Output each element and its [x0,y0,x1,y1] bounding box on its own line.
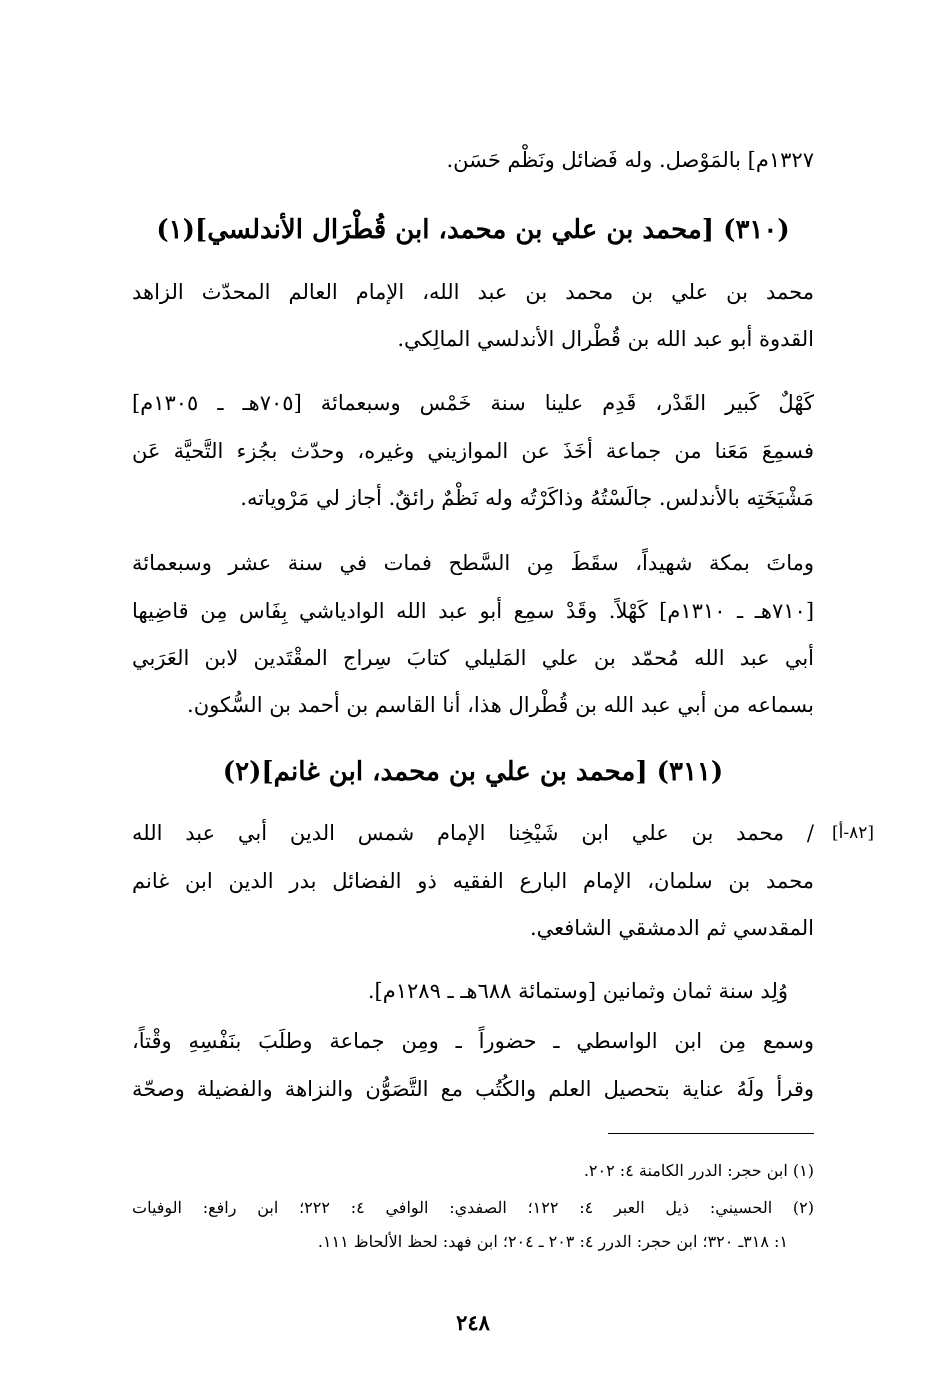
footnote-1: (١) ابن حجر: الدرر الكامنة ٤: ٢٠٢. [583,1161,814,1180]
entry-311-line-6: وقرأ ولَهُ عناية بتحصيل العلم والكُتُب مع التَّصَوُّن والنزاهة والفضيلة وصحّة [132,1077,814,1101]
entry-310-line-1: محمد بن علي بن محمد بن عبد الله، الإمام العالم المحدّث الزاهد [132,280,814,304]
entry-310-line-8: أبي عبد الله مُحمّد بن علي المَليلي كتابَ سِراج المقْتَدين لابن العَرَبي [132,646,814,670]
entry-310-heading: (٣١٠) [محمد بن علي بن محمد، ابن قُطْرَال الأندلسي](١) [156,215,790,245]
entry-310-line-7: [٧١٠هـ ـ ١٣١٠م] كَهْلاً. وقَدْ سمِع أبو عبد الله الوادياشي بِفَاس مِن قاضِيها [132,599,814,623]
entry-310-line-5: مَشْيَخَتِه بالأندلس. جالَسْتُهُ وذاكَرْتُه وله نَظْمٌ رائقٌ. أجاز لي مَرْوياته. [240,486,814,510]
entry-311-line-1: / محمد بن علي ابن شَيْخِنا الإمام شمس الدين أبي عبد الله [132,821,814,845]
entry-310-line-2: القدوة أبو عبد الله بن قُطْرال الأندلسي المالِكي. [397,327,814,351]
entry-310-line-6: وماتَ بمكة شهيداً، سقَطَ مِن السَّطح فمات في سنة عشر وسبعمائة [132,551,814,575]
entry-310-line-3: كَهْلٌ كَبير القَدْر، قَدِم علينا سنة خَمْس وسبعمائة [٧٠٥هـ ـ ١٣٠٥م] [132,391,814,415]
entry-311-heading: (٣١١) [محمد بن علي بن محمد، ابن غانم](٢) [222,757,724,787]
entry-311-line-5: وسمع مِن ابن الواسطي ـ حضوراً ـ ومِن جماعة وطلَبَ بنَفْسِهِ وقْتاً، [132,1029,814,1053]
footnote-2-line-1: (٢) الحسيني: ذيل العبر ٤: ١٢٢؛ الصفدي: الوافي ٤: ٢٢٢؛ ابن رافع: الوفيات [132,1198,814,1217]
entry-310-line-9: بسماعه من أبي عبد الله بن قُطْرال هذا، أنا القاسم بن أحمد بن السُّكون. [187,693,814,717]
footnote-2-line-2: ١: ٣١٨ـ ٣٢٠؛ ابن حجر: الدرر ٤: ٢٠٣ ـ ٢٠٤؛ ابن فهد: لحظ الألحاظ ١١١. [317,1232,788,1251]
footnote-separator [608,1133,814,1134]
entry-310-line-4: فسمِعَ مَعَنا من جماعة أخَذَ عن الموازيني وغيره، وحدّث بجُزء التَّحيَّة عَن [132,439,814,463]
page-number: ٢٤٨ [456,1310,490,1335]
manuscript-folio-marker: [٨٢-أ] [832,823,875,843]
continuation-line: ١٣٢٧م] بالمَوْصل. وله فَضائل ونَظْم حَسَن. [446,148,814,172]
entry-311-line-2: محمد بن سلمان، الإمام البارع الفقيه ذو الفضائل بدر الدين ابن غانم [132,869,814,893]
entry-311-line-4: وُلِد سنة ثمان وثمانين [وستمائة ٦٨٨هـ ـ ١٢٨٩م]. [367,979,788,1003]
entry-311-line-3: المقدسي ثم الدمشقي الشافعي. [529,916,814,940]
